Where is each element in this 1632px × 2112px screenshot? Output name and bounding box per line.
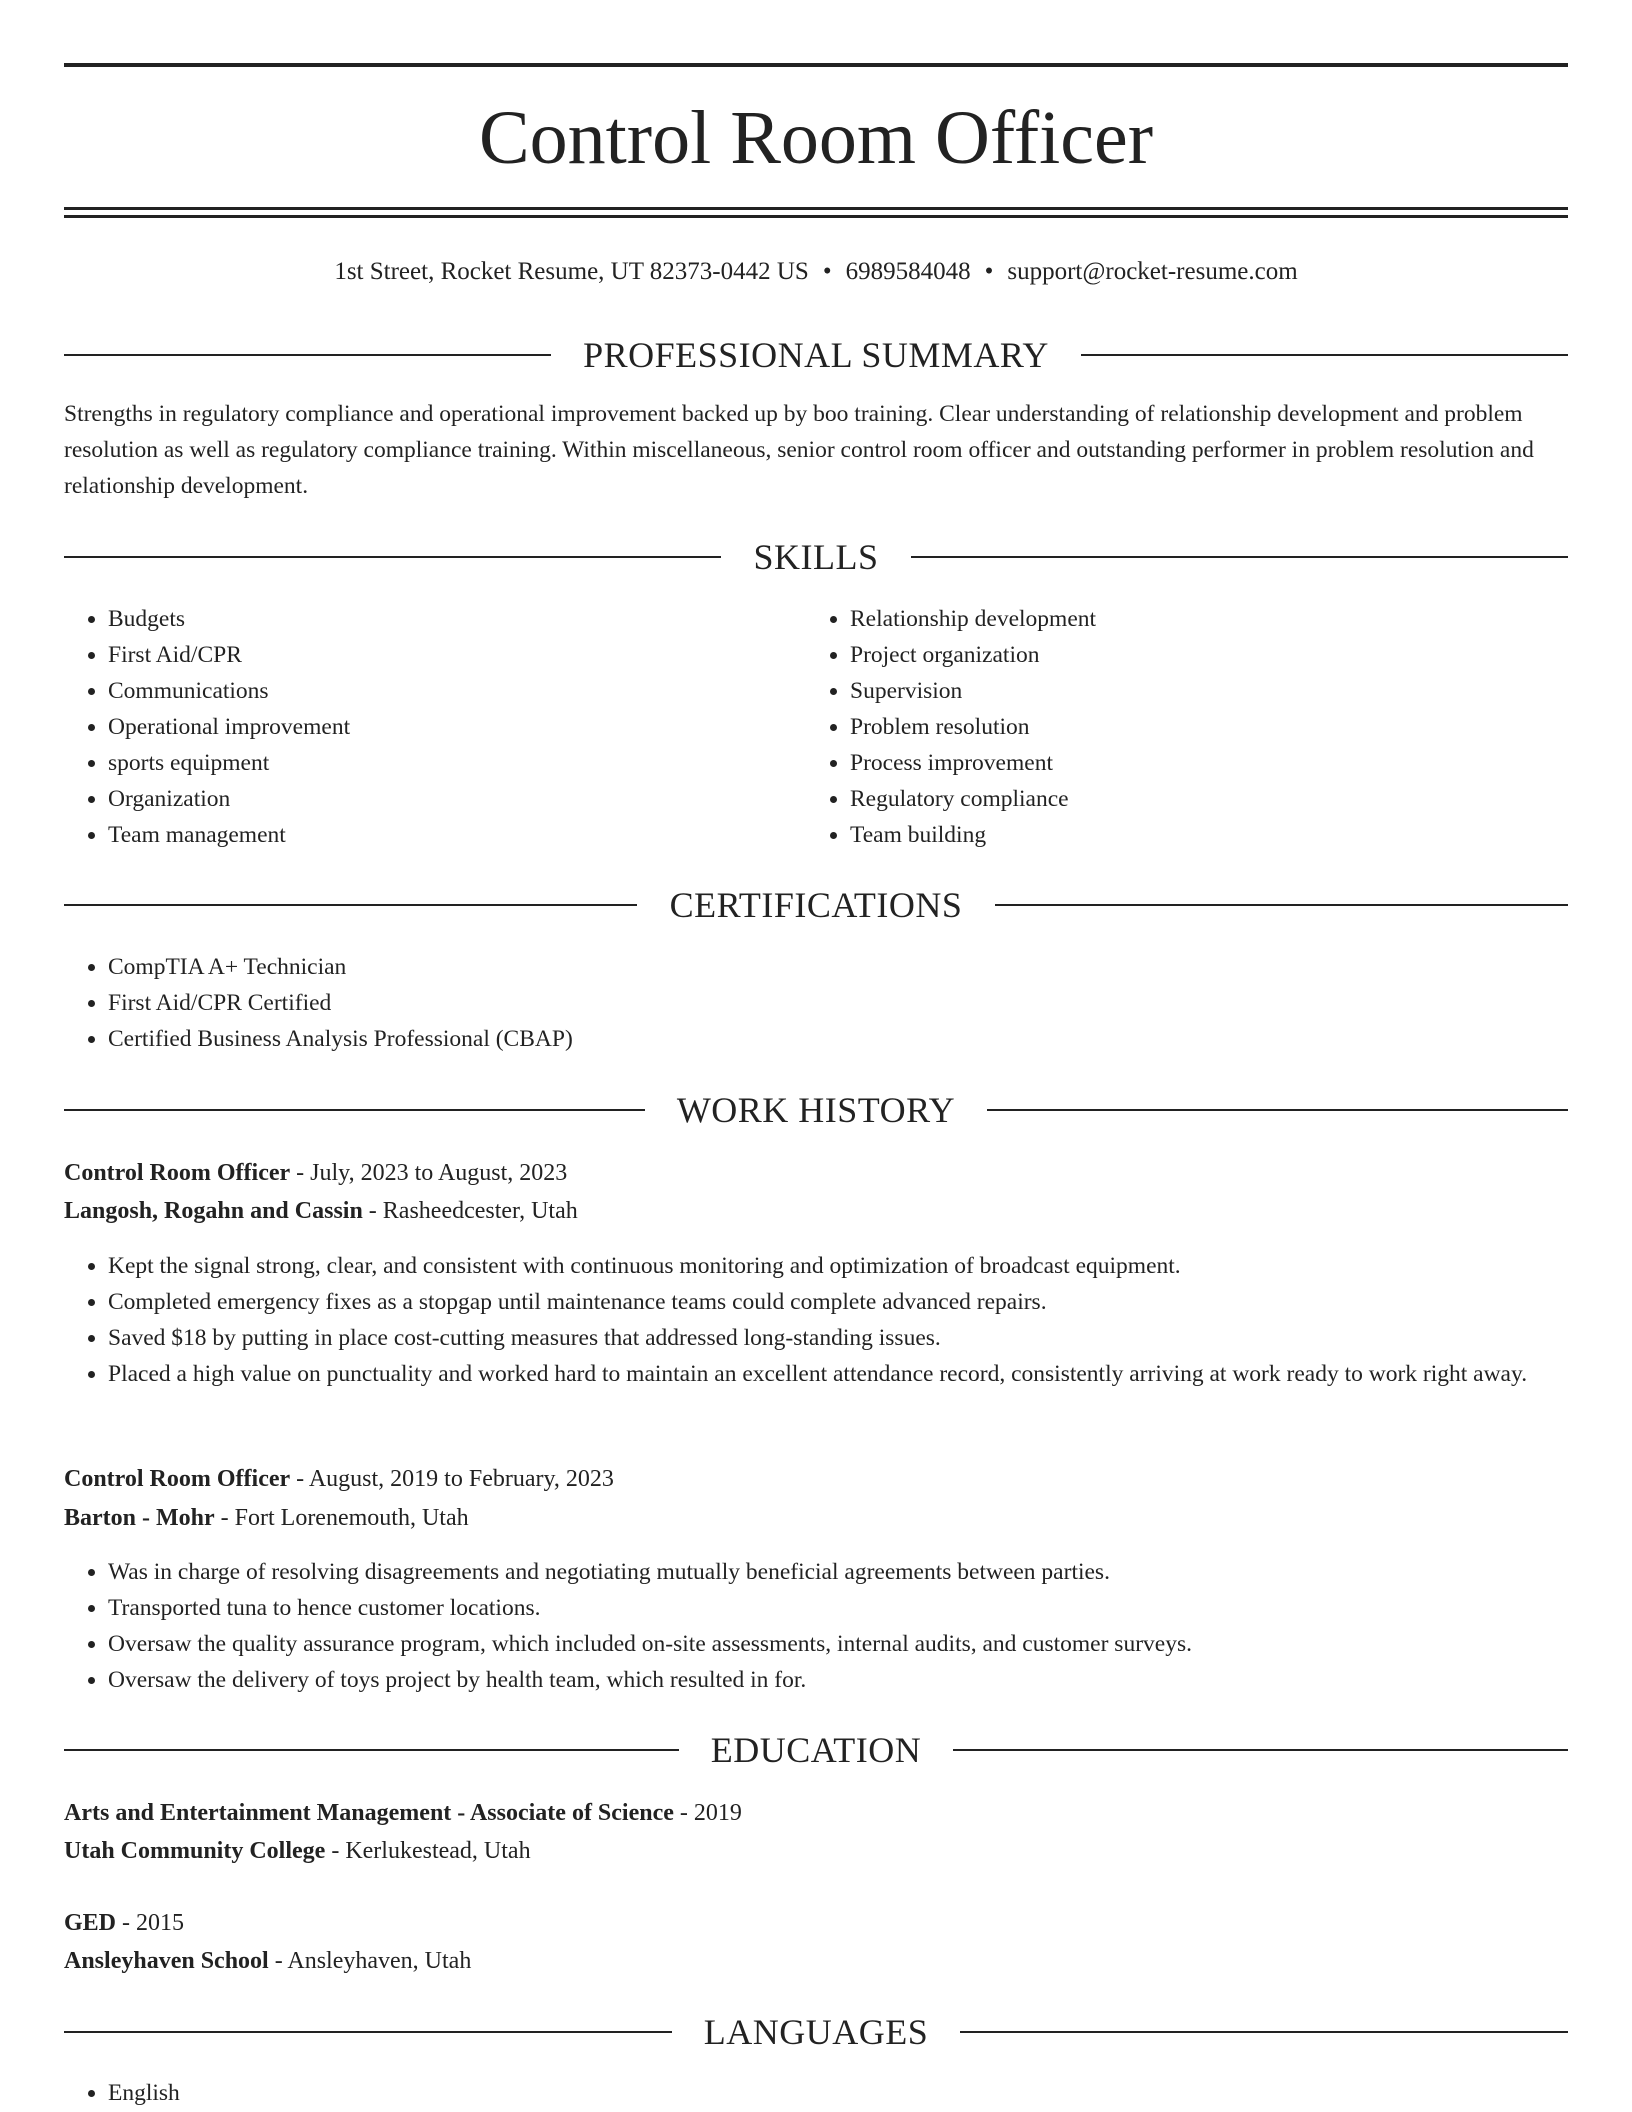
job-location: - Rasheedcester, Utah	[368, 1198, 578, 1224]
skill-item: • Organization	[108, 781, 350, 817]
job-dates: - July, 2023 to August, 2023	[296, 1160, 568, 1186]
skill-item: • Supervision	[850, 673, 1096, 709]
job-company: Langosh, Rogahn and Cassin	[64, 1198, 363, 1224]
job-company-row	[64, 1192, 1568, 1230]
education-year: - 2015	[122, 1910, 185, 1936]
education-degree: Arts and Entertainment Management - Associate of Science	[64, 1800, 674, 1826]
job-bullet: • Oversaw the quality assurance program, which included on-site assessments, internal audits, and customer surveys.	[108, 1626, 1568, 1662]
education-degree: GED	[64, 1910, 117, 1936]
job-company: Barton - Mohr	[64, 1505, 215, 1531]
job-location: - Fort Lorenemouth, Utah	[220, 1505, 469, 1531]
contact-address: 1st Street, Rocket Resume, UT 82373-0442 US	[334, 258, 809, 285]
page-title: Control Room Officer	[478, 96, 1154, 180]
skill-item: • Project organization	[850, 637, 1096, 673]
certification-item: • Certified Business Analysis Professional (CBAP)	[108, 1021, 573, 1057]
skill-item: • Process improvement	[850, 745, 1096, 781]
job-bullet: • Transported tuna to hence customer locations.	[108, 1590, 1568, 1626]
job-bullets	[64, 1554, 1568, 1698]
skill-item: • Relationship development	[850, 601, 1096, 637]
languages-list	[64, 2075, 180, 2111]
section-title: WORK HISTORY	[645, 1090, 987, 1130]
section-heading-summary	[64, 330, 1568, 380]
education-year: - 2019	[679, 1800, 742, 1826]
section-title: LANGUAGES	[672, 2012, 961, 2052]
certification-item: • First Aid/CPR Certified	[108, 985, 573, 1021]
section-heading-certifications	[64, 880, 1568, 930]
skill-item: • sports equipment	[108, 745, 350, 781]
section-title: PROFESSIONAL SUMMARY	[551, 335, 1081, 375]
education-school-row	[64, 1832, 1568, 1870]
job-bullet: • Placed a high value on punctuality and worked hard to maintain an excellent attendance record, consistently arriving at work ready to work right away.	[108, 1356, 1568, 1392]
job-company-row	[64, 1499, 1568, 1537]
skill-item: • Problem resolution	[850, 709, 1096, 745]
skill-item: • First Aid/CPR	[108, 637, 350, 673]
job-title-row	[64, 1154, 1568, 1192]
summary-text: Strengths in regulatory compliance and operational improvement backed up by boo training. Clear understanding of relationship development and problem resolution as well as regulatory compliance training. Within miscellaneous, senior control room officer and outstanding performer in problem resolution and relationship development.	[64, 401, 1534, 499]
education-degree-row	[64, 1904, 1568, 1942]
job-dates: - August, 2019 to February, 2023	[296, 1466, 614, 1492]
skill-item: • Budgets	[108, 601, 350, 637]
section-heading-languages	[64, 2007, 1568, 2057]
job-title-row	[64, 1460, 1568, 1498]
education-school: Utah Community College	[64, 1838, 326, 1864]
education-location: - Ansleyhaven, Utah	[274, 1948, 472, 1974]
education-school-row	[64, 1942, 1568, 1980]
section-heading-work	[64, 1085, 1568, 1135]
section-heading-education	[64, 1725, 1568, 1775]
section-title: EDUCATION	[679, 1730, 953, 1770]
top-rule	[64, 63, 1568, 67]
section-title: SKILLS	[721, 537, 910, 577]
language-item: • English	[108, 2075, 180, 2111]
job-bullet: • Was in charge of resolving disagreements and negotiating mutually beneficial agreements between parties.	[108, 1554, 1568, 1590]
skills-list-left	[64, 601, 350, 853]
section-heading-skills	[64, 532, 1568, 582]
skill-item: • Communications	[108, 673, 350, 709]
contact-phone: 6989584048	[845, 258, 971, 285]
certification-item: • CompTIA A+ Technician	[108, 949, 573, 985]
skills-list-right	[806, 601, 1096, 853]
skill-item: • Team building	[850, 817, 1096, 853]
contact-email: support@rocket-resume.com	[1007, 258, 1298, 285]
contact-line	[64, 252, 1568, 292]
skill-item: • Team management	[108, 817, 350, 853]
title-rule-lower	[64, 215, 1568, 218]
title-rule-upper	[64, 207, 1568, 210]
education-location: - Kerlukestead, Utah	[331, 1838, 531, 1864]
job-bullet: • Completed emergency fixes as a stopgap until maintenance teams could complete advanced repairs.	[108, 1284, 1568, 1320]
job-bullet: • Saved $18 by putting in place cost-cutting measures that addressed long-standing issues.	[108, 1320, 1568, 1356]
job-title: Control Room Officer	[64, 1160, 291, 1186]
certifications-list	[64, 949, 573, 1057]
job-title: Control Room Officer	[64, 1466, 291, 1492]
contact-separator: •	[984, 258, 994, 285]
education-degree-row	[64, 1794, 1568, 1832]
job-bullets	[64, 1248, 1568, 1392]
education-school: Ansleyhaven School	[64, 1948, 269, 1974]
job-bullet: • Oversaw the delivery of toys project by health team, which resulted in for.	[108, 1662, 1568, 1698]
contact-separator: •	[822, 258, 832, 285]
skill-item: • Operational improvement	[108, 709, 350, 745]
job-bullet: • Kept the signal strong, clear, and consistent with continuous monitoring and optimization of broadcast equipment.	[108, 1248, 1568, 1284]
section-title: CERTIFICATIONS	[638, 885, 995, 925]
skill-item: • Regulatory compliance	[850, 781, 1096, 817]
